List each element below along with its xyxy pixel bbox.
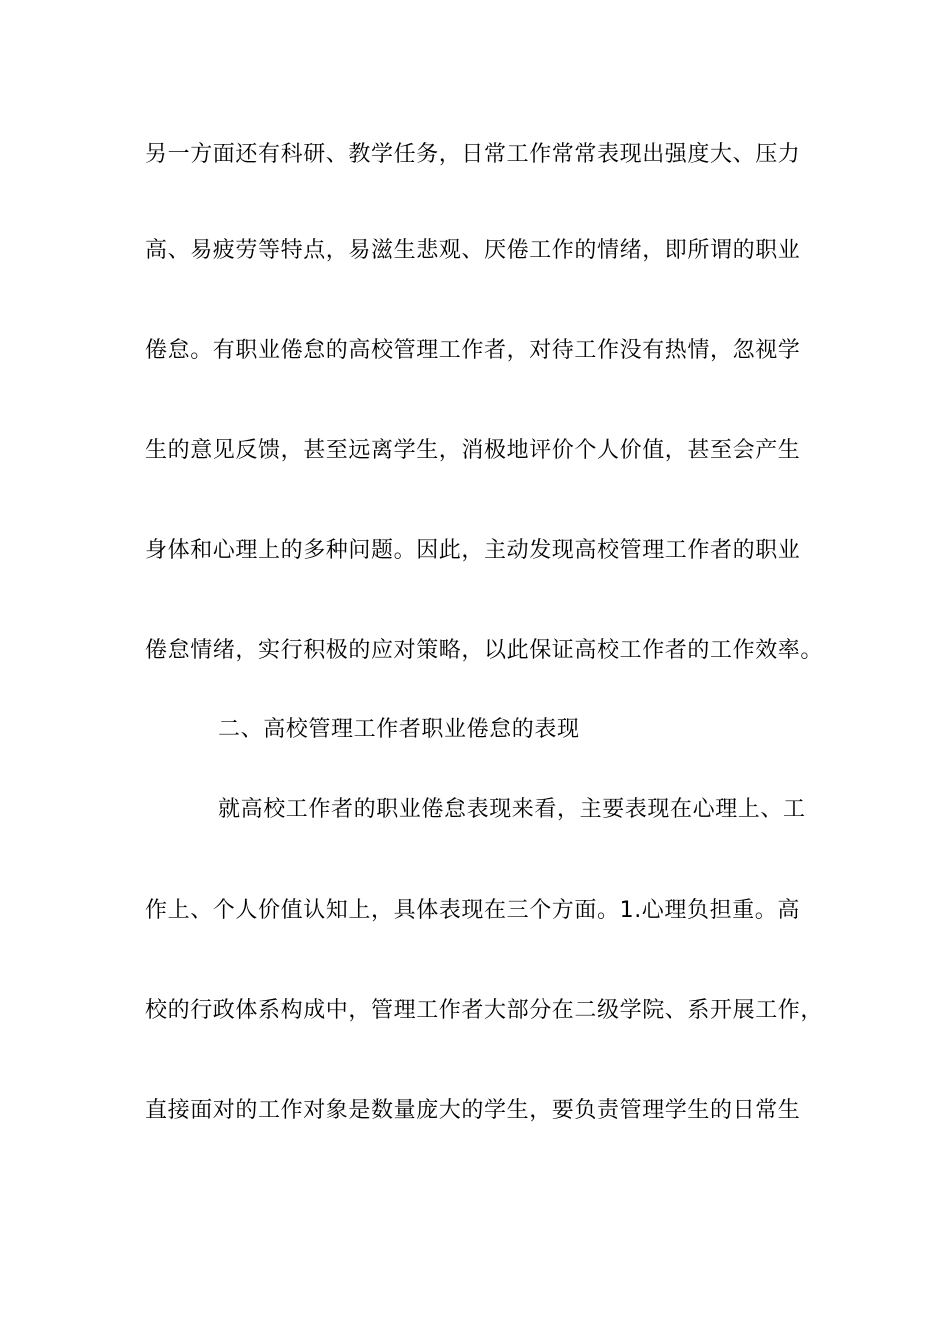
text-line: 高、易疲劳等特点，易滋生悲观、厌倦工作的情绪，即所谓的职业 [145,238,801,263]
text-line: 另一方面还有科研、教学任务，日常工作常常表现出强度大、压力 [145,142,801,167]
text-line: 作上、个人价值认知上，具体表现在三个方面。1.心理负担重。高 [145,898,800,923]
section-heading: 二、高校管理工作者职业倦怠的表现 [218,717,580,742]
text-line: 就高校工作者的职业倦怠表现来看，主要表现在心理上、工 [218,797,806,822]
text-line: 倦怠情绪，实行积极的应对策略，以此保证高校工作者的工作效率。 [145,638,824,663]
text-line: 身体和心理上的多种问题。因此，主动发现高校管理工作者的职业 [145,538,801,563]
text-line: 校的行政体系构成中，管理工作者大部分在二级学院、系开展工作， [145,998,824,1023]
text-line: 生的意见反馈，甚至远离学生，消极地评价个人价值，甚至会产生 [145,438,801,463]
text-line: 直接面对的工作对象是数量庞大的学生，要负责管理学生的日常生 [145,1098,801,1123]
text-line: 倦怠。有职业倦怠的高校管理工作者，对待工作没有热情，忽视学 [145,338,801,363]
